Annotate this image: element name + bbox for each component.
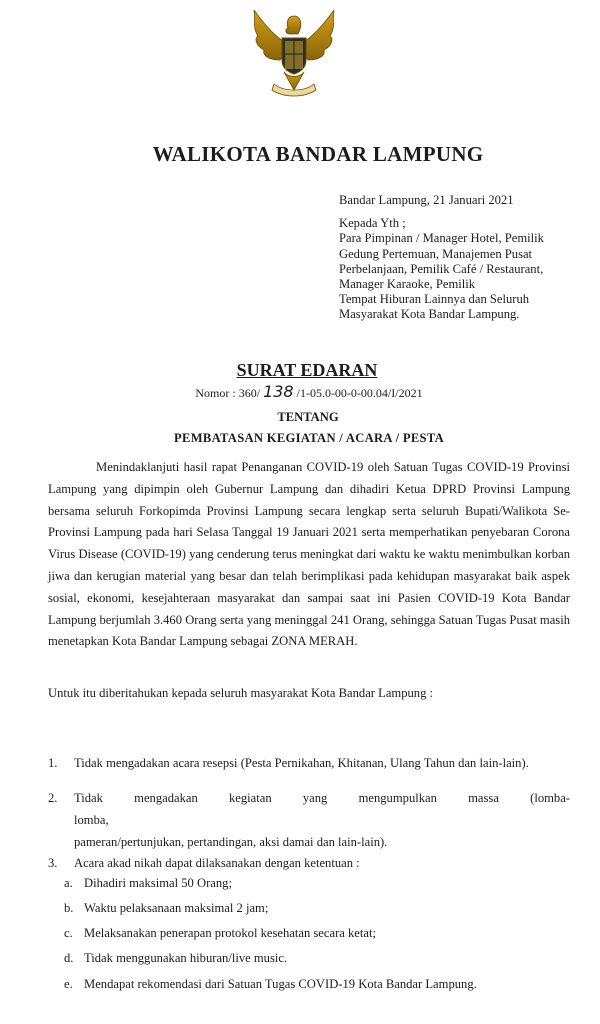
sub-item-text: Waktu pelaksanaan maksimal 2 jam; <box>84 901 269 915</box>
sub-item <box>64 926 564 941</box>
sub-item <box>64 901 564 916</box>
addressee-line: Tempat Hiburan Lainnya dan Seluruh <box>339 292 530 307</box>
sub-item-letter: e. <box>64 977 73 991</box>
sub-item-letter: b. <box>64 901 74 915</box>
sub-item-letter: a. <box>64 876 73 890</box>
letter-title: SURAT EDARAN <box>236 360 378 380</box>
addressee-line: Gedung Pertemuan, Manajemen Pusat <box>339 246 533 261</box>
list-item <box>48 852 570 874</box>
addressee-block <box>339 193 589 323</box>
addressee-line: Masyarakat Kota Bandar Lampung. <box>339 307 520 322</box>
letter-number <box>0 382 600 401</box>
item-number: 3. <box>48 856 58 870</box>
letter-date: Bandar Lampung, 21 Januari 2021 <box>339 193 514 207</box>
list-item <box>48 787 570 853</box>
sub-item-text: Tidak menggunakan hiburan/live music. <box>84 951 288 965</box>
addressee-line: Perbelanjaan, Pemilik Café / Restaurant, <box>339 261 544 276</box>
tentang-heading: TENTANG <box>277 410 339 424</box>
sub-item-text: Mendapat rekomendasi dari Satuan Tugas COVID-19 Kota Bandar Lampung. <box>84 977 477 991</box>
to-label: Kepada Yth ; <box>339 216 406 231</box>
handwritten-number: 138 <box>263 382 294 401</box>
body-paragraph: Menindaklanjuti hasil rapat Penanganan COVID-19 oleh Satuan Tugas COVID-19 Provinsi Lampung yang dipimpin oleh Gubernur Lampung dan dihadiri Ketua DPRD Provinsi Lampung bersama seluruh Forkopimda Provinsi Lampung secara lengkap serta seluruh Bupati/Walikota Se-Provinsi Lampung pada hari Selasa Tanggal 19 Januari 2021 serta memperhatikan penyebaran Corona Virus Disease (COVID-19) yang cenderung terus meningkat dari waktu ke waktu menimbulkan korban jiwa dan kerugian material yang besar dan telah berimplikasi pada kehidupan masyarakat baik aspek sosial, ekonomi, kesejahteraan masyarakat dan sampai saat ini Pasien COVID-19 Kota Bandar Lampung berjumlah 3.460 Orang serta yang meninggal 241 Orang, sehingga Satuan Tugas Pusat masih menetapkan Kota Bandar Lampung sebagai ZONA MERAH. <box>48 460 570 649</box>
sub-item <box>64 951 564 966</box>
sub-item-text: Melaksanakan penerapan protokol kesehatan secara ketat; <box>84 926 376 940</box>
item-text: Tidak mengadakan acara resepsi (Pesta Pernikahan, Khitanan, Ulang Tahun dan lain-lain). <box>74 756 529 770</box>
sub-item <box>64 876 564 891</box>
item-number: 2. <box>48 791 58 805</box>
item-number: 1. <box>48 756 58 770</box>
sub-item-letter: d. <box>64 951 74 965</box>
page-title: WALIKOTA BANDAR LAMPUNG <box>152 142 484 166</box>
item-text: Acara akad nikah dapat dilaksanakan dengan ketentuan : <box>74 856 360 870</box>
sub-item-letter: c. <box>64 926 73 940</box>
list-item <box>48 752 570 774</box>
sub-item <box>64 977 564 992</box>
garuda-emblem-icon <box>244 6 344 102</box>
item-text: Tidak mengadakan kegiatan yang mengumpulkan massa (lomba-lomba, <box>74 791 570 827</box>
addressee-line: Para Pimpinan / Manager Hotel, Pemilik <box>339 231 544 246</box>
intro-line: Untuk itu diberitahukan kepada seluruh masyarakat Kota Bandar Lampung : <box>48 686 434 700</box>
sub-item-text: Dihadiri maksimal 50 Orang; <box>84 876 232 890</box>
number-prefix: Nomor : 360/ <box>195 386 261 400</box>
number-suffix: /1-05.0-00-0-00.04/I/2021 <box>296 386 423 400</box>
subject-heading: PEMBATASAN KEGIATAN / ACARA / PESTA <box>174 431 444 445</box>
addressee-line: Manager Karaoke, Pemilik <box>339 277 476 292</box>
item-text-continued: pameran/pertunjukan, pertandingan, aksi damai dan lain-lain). <box>74 835 388 849</box>
